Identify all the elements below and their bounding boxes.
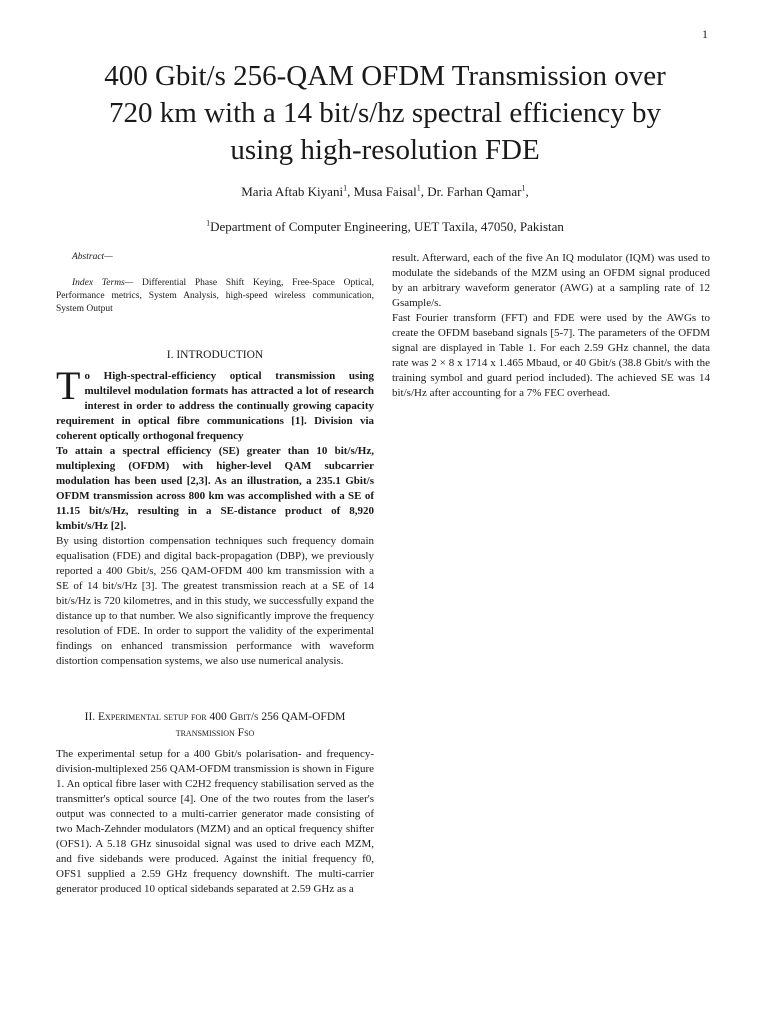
abstract [72, 251, 374, 263]
author-name: Musa Faisal [353, 184, 417, 199]
affiliation-text: Department of Computer Engineering, UET Taxila, 47050, Pakistan [210, 219, 564, 234]
setup-paragraph-1: The experimental setup for a 400 Gbit/s polarisation- and frequency-division-multiplexed 256 QAM-OFDM transmission is shown in Figure 1. An optical fibre laser with C2H2 frequency stabilisation served as the transmitter's optical source [4]. One of the two routes from the laser's output was connected to a multi-carrier generator made consisting of two Mach-Zehnder modulators (MZM) and an optical frequency shifter (OFS1). A 5.18 GHz sinusoidal signal was used to drive each MZM, and five sidebands were produced. Against the initial frequency f0, OFS1 supplied a 2.59 GHz frequency downshift. The multi-carrier generator produced 10 optical sidebands separated at 2.59 GHz as a [56, 748, 374, 895]
author-name: Maria Aftab Kiyani [241, 184, 344, 199]
right-column [392, 251, 710, 401]
index-terms-label: Index Terms— [72, 278, 134, 288]
paper-title: 400 Gbit/s 256-QAM OFDM Transmission over 720 km with a 14 bit/s/hz spectral efficiency by using high-resolution FDE [104, 60, 666, 166]
page-number: 1 [702, 27, 708, 41]
affiliation [80, 219, 690, 235]
drop-cap: T [56, 363, 81, 408]
author-separator: , [420, 184, 428, 199]
index-terms-text: Differential Phase Shift Keying, Free-Space Optical, Performance metrics, System Analysis, high-speed wireless communication, System Output [56, 278, 374, 314]
index-terms [56, 277, 374, 316]
author-affiliation-mark: 1 [416, 183, 421, 193]
author-name: Dr. Farhan Qamar [427, 184, 522, 199]
right-paragraph-1: result. Afterward, each of the five An IQ modulator (IQM) was used to modulate the sidebands of the MZM using an OFDM signal produced by an arbitrary waveform generator (AWG) at a sampling rate of 12 Gsample/s. [392, 252, 710, 309]
right-paragraph-2: Fast Fourier transform (FFT) and FDE were used by the AWGs to create the OFDM baseband signals [5-7]. The parameters of the OFDM signal are displayed in Table 1. For each 2.59 GHz channel, the data rate was 2 × 8 x 1714 x 1.465 Mbaud, or 40 Gbit/s (38.8 Gbit/s with the training symbol and guard period included). The achieved SE was 14 bit/s/Hz after accounting for a 7% FEC overhead. [392, 312, 710, 399]
author-list [80, 184, 690, 200]
section-heading-experimental-setup: II. Experimental setup for 400 Gbit/s 256 QAM-OFDM transmission Fso [84, 711, 346, 739]
intro-paragraph-1 [56, 363, 374, 444]
author-affiliation-mark: 1 [521, 183, 526, 193]
intro-paragraph-2: To attain a spectral efficiency (SE) greater than 10 bit/s/Hz, multiplexing (OFDM) with higher-level QAM subcarrier modulation has been used [2,3]. As an illustration, a 235.1 Gbit/s OFDM transmission across 800 km was accomplished with a SE of 11.15 bit/s/Hz, resulting in a SE-distance product of 8,920 kmbit/s/Hz [2]. [56, 445, 374, 532]
abstract-label: Abstract— [72, 252, 113, 262]
author-affiliation-mark: 1 [343, 183, 348, 193]
left-column [56, 251, 374, 897]
author-separator: , [525, 184, 529, 199]
author-separator: , [347, 184, 354, 199]
affiliation-mark: 1 [206, 218, 211, 228]
section-heading-introduction: I. INTRODUCTION [166, 349, 264, 361]
intro-paragraph-1-text: o High-spectral-efficiency optical transmission using multilevel modulation formats has attracted a lot of research interest in order to address the continually growing capacity requirement in optical fibre communications [1]. Division via coherent optically orthogonal frequency [56, 370, 374, 442]
intro-paragraph-3: By using distortion compensation techniques such frequency domain equalisation (FDE) and digital back-propagation (DBP), we previously reported a 400 Gbit/s, 256 QAM-OFDM 400 km transmission with a SE of 14 bit/s/Hz [3]. The greatest transmission reach at a SE of 14 bit/s/Hz is 720 kilometres, and in this study, we successfully expand the distance up to that number. We also significantly improve the frequency resolution of FDE. In order to support the validity of the experimental findings on enhanced transmission performance with waveform distortion compensation systems, we also use numerical analysis. [56, 535, 374, 667]
